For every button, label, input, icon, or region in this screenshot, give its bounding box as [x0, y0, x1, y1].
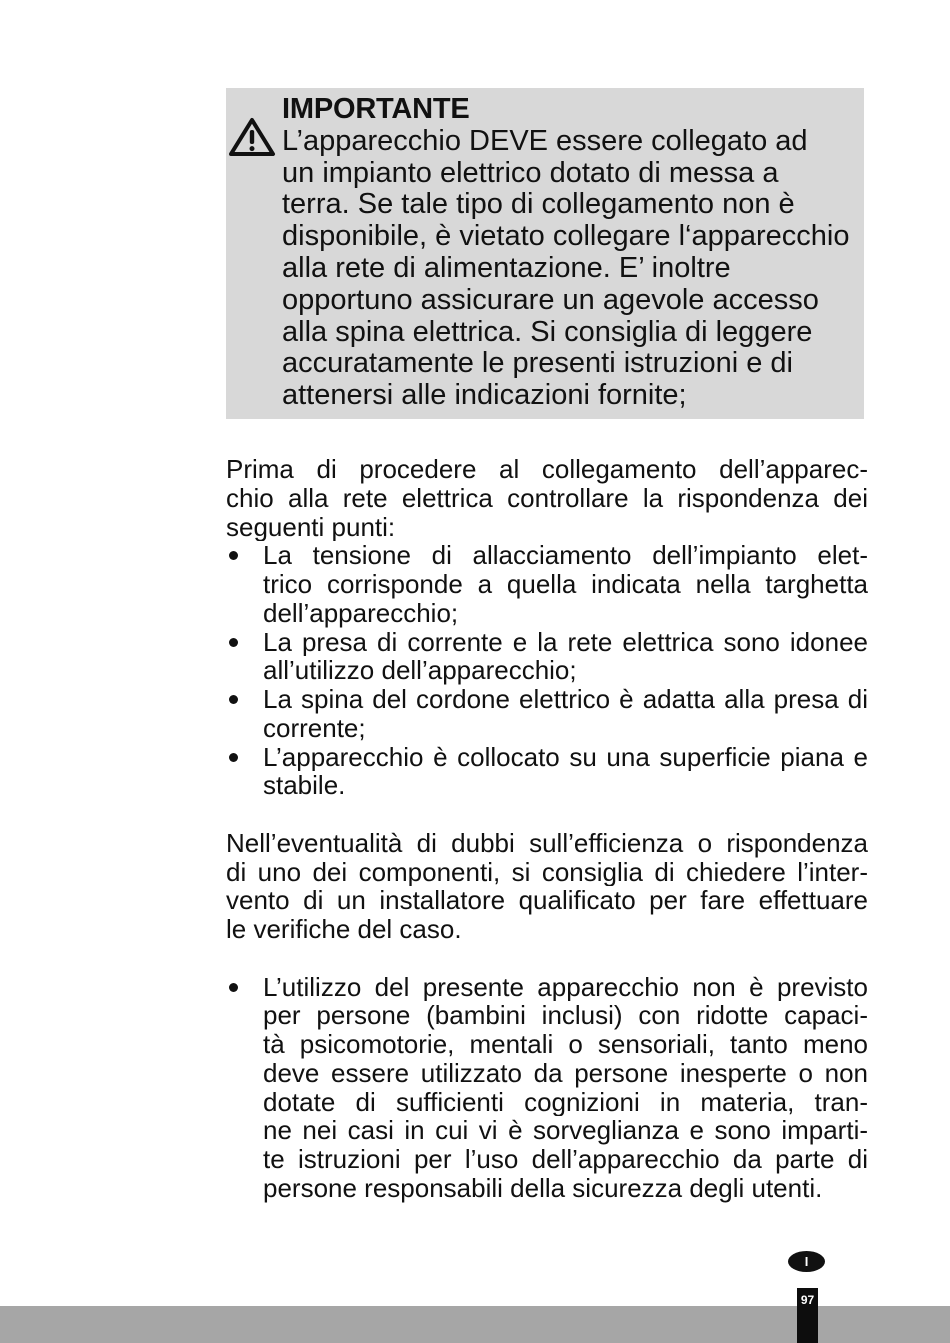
notice-line: L’apparecchio DEVE essere collegato ad [282, 124, 808, 157]
checklist-item [226, 743, 868, 801]
text-line: corrente; [263, 713, 366, 743]
text-line: La tensione di allacciamento dell’impianto elet- [263, 541, 868, 570]
notice-line: terra. Se tale tipo di collegamento non è [282, 188, 795, 221]
warning-icon [228, 117, 276, 157]
text-line: chio alla rete elettrica controllare la rispondenza dei [226, 483, 868, 513]
text-line: per persone (bambini inclusi) con ridotte capaci- [263, 1001, 868, 1030]
text-line: trico corrisponde a quella indicata nella targhetta [263, 570, 868, 599]
notice-line: opportuno assicurare un agevole accesso [282, 283, 819, 316]
language-badge: I [788, 1251, 825, 1272]
text-line: Nell’eventualità di dubbi sull’efficienza o rispondenza [226, 828, 868, 858]
important-notice-box [226, 88, 864, 419]
warning-triangle-icon [228, 117, 276, 157]
notice-line: alla spina elettrica. Si consiglia di leggere [282, 315, 813, 348]
advice-paragraph [226, 829, 868, 944]
text-line: persone responsabili della sicurezza degli utenti. [263, 1173, 823, 1203]
connection-checks-section [226, 455, 868, 800]
text-line: La spina del cordone elettrico è adatta alla presa di [263, 685, 868, 714]
notice-line: un impianto elettrico dotato di messa a [282, 156, 779, 189]
checklist-item [226, 541, 868, 627]
checklist-item [226, 628, 868, 686]
notice-line: alla rete di alimentazione. E’ inoltre [282, 251, 731, 284]
text-line: te istruzioni per l’uso dell’apparecchio da parte di [263, 1145, 868, 1174]
text-line: stabile. [263, 771, 346, 800]
text-line: ne nei casi in cui vi è sorveglianza e sono imparti- [263, 1116, 868, 1145]
notice-line: disponibile, è vietato collegare l‘apparecchio [282, 220, 850, 253]
text-line: seguenti punti: [226, 512, 396, 542]
main-text [226, 455, 868, 1203]
text-line: all’utilizzo dell’apparecchio; [263, 656, 577, 685]
intro-paragraph [226, 455, 868, 541]
text-line: vento di un installatore qualificato per fare effettuare [226, 886, 868, 915]
notice-line: attenersi alle indicazioni fornite; [282, 379, 687, 412]
bullet-marker [226, 743, 240, 772]
text-line: le verifiche del caso. [226, 915, 462, 944]
page-number: 97 [800, 1293, 815, 1307]
bullet-marker [226, 628, 240, 657]
text-line: deve essere utilizzato da persone inesperte o non [263, 1058, 868, 1088]
text-line: dell’apparecchio; [263, 598, 459, 628]
page-number-tab [797, 1288, 818, 1343]
text-line: La presa di corrente e la rete elettrica sono idonee [263, 627, 868, 657]
bullet-marker [226, 541, 240, 570]
text-line: Prima di procedere al collegamento dell’apparec- [226, 455, 868, 484]
notice-line: accuratamente le presenti istruzioni e di [282, 347, 793, 380]
text-line: L’apparecchio è collocato su una superficie piana e [263, 742, 868, 772]
checklist-item [226, 685, 868, 743]
usage-warning-item [226, 973, 868, 1203]
text-line: tà psicomotorie, mentali o sensoriali, tanto meno [263, 1030, 868, 1059]
text-line: di uno dei componenti, si consiglia di chiedere l’inter- [226, 857, 868, 887]
bullet-marker [226, 685, 240, 714]
bullet-marker [226, 973, 240, 1002]
text-line: L’utilizzo del presente apparecchio non è previsto [263, 972, 868, 1002]
notice-title: IMPORTANTE [282, 93, 470, 125]
text-line: dotate di sufficienti cognizioni in materia, tran- [263, 1087, 868, 1117]
